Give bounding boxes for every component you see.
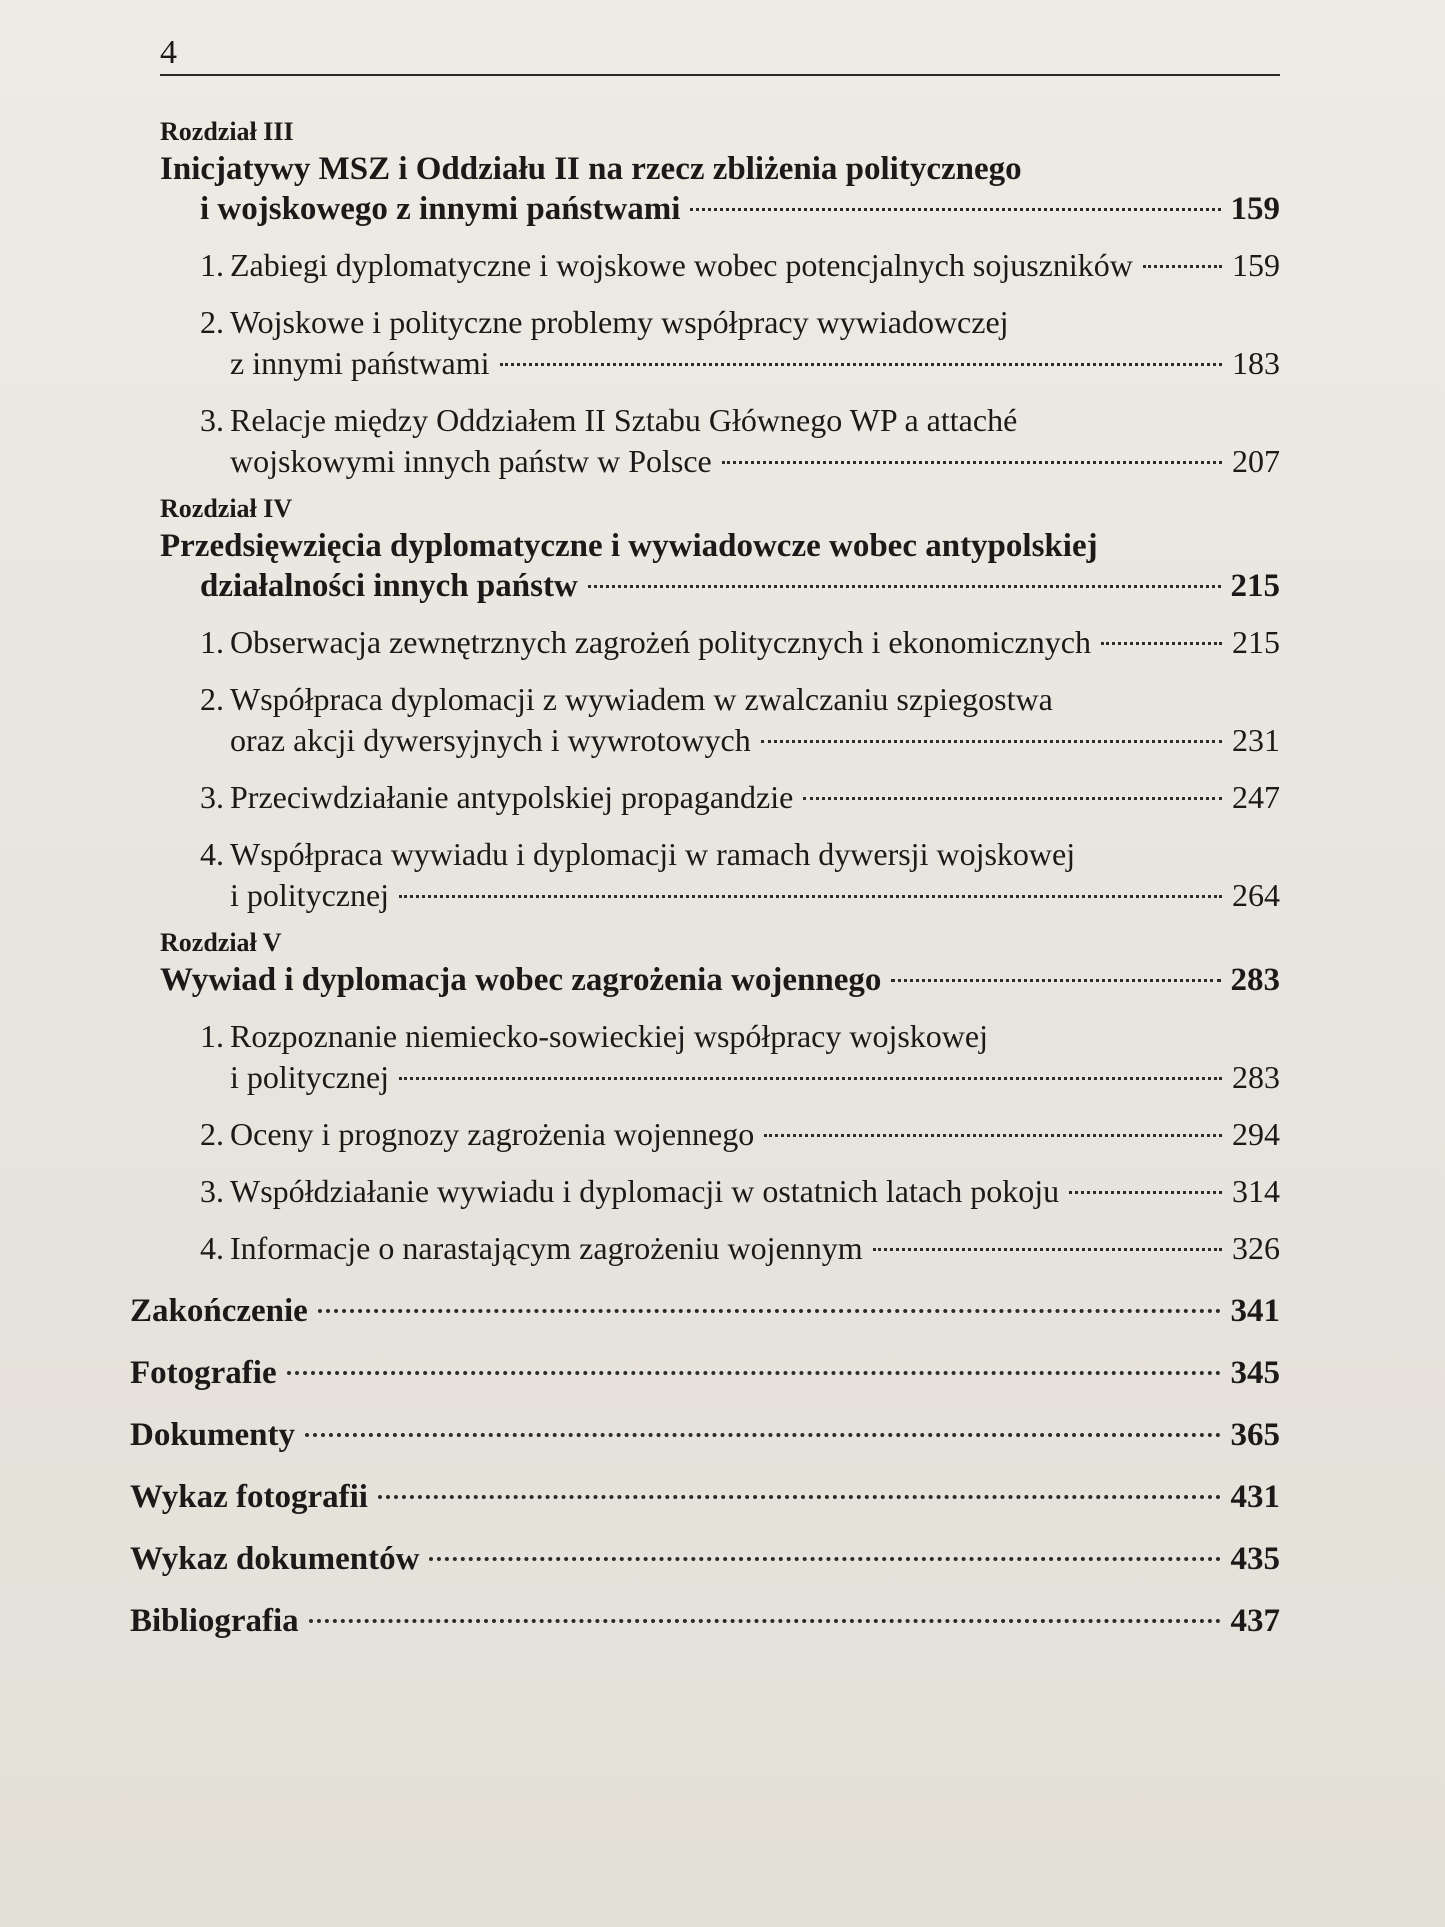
section-entry bbox=[130, 302, 1280, 384]
end-matter-page-number: 431 bbox=[1230, 1479, 1280, 1515]
end-matter-page-number: 437 bbox=[1230, 1603, 1280, 1639]
toc-line bbox=[230, 720, 1280, 761]
section-entry bbox=[130, 400, 1280, 482]
end-matter-title: Zakończenie bbox=[130, 1293, 308, 1329]
dot-leader bbox=[1069, 1191, 1222, 1194]
chapter-title-line: Inicjatywy MSZ i Oddziału II na rzecz zbliżenia politycznego bbox=[160, 151, 1022, 187]
section-title-line: Obserwacja zewnętrznych zagrożeń politycznych i ekonomicznych bbox=[230, 624, 1091, 660]
section-number: 3. bbox=[200, 1173, 224, 1209]
toc-line bbox=[130, 1415, 1280, 1455]
dot-leader bbox=[873, 1248, 1222, 1251]
section-page-number: 207 bbox=[1232, 443, 1280, 479]
section-page-number: 159 bbox=[1232, 247, 1280, 283]
section-entry bbox=[130, 679, 1280, 761]
section-title-line: Rozpoznanie niemiecko-sowieckiej współpracy wojskowej bbox=[230, 1018, 988, 1054]
chapter-label: Rozdział IV bbox=[160, 494, 293, 523]
toc-line bbox=[130, 1539, 1280, 1579]
section-entry bbox=[130, 622, 1280, 663]
dot-leader bbox=[305, 1433, 1220, 1437]
section-page-number: 231 bbox=[1232, 722, 1280, 758]
chapter-label: Rozdział III bbox=[160, 117, 294, 146]
section-number: 4. bbox=[200, 836, 224, 872]
end-matter-entry bbox=[130, 1601, 1280, 1641]
chapter-page-number: 159 bbox=[1230, 191, 1280, 227]
toc-line bbox=[200, 566, 1280, 606]
section-title-line: Współpraca wywiadu i dyplomacji w ramach dywersji wojskowej bbox=[230, 836, 1076, 872]
toc-line bbox=[130, 1477, 1280, 1517]
chapter-title-line: działalności innych państw bbox=[200, 568, 578, 604]
section-page-number: 294 bbox=[1232, 1116, 1280, 1152]
end-matter-entry bbox=[130, 1539, 1280, 1579]
end-matter-title: Wykaz dokumentów bbox=[130, 1541, 420, 1577]
end-matter-title: Fotografie bbox=[130, 1355, 277, 1391]
section-entry bbox=[130, 834, 1280, 916]
end-matter-entry bbox=[130, 1291, 1280, 1331]
section-entry bbox=[130, 1114, 1280, 1155]
end-matter-entry bbox=[130, 1477, 1280, 1517]
toc-line bbox=[230, 777, 1280, 818]
toc-line bbox=[230, 875, 1280, 916]
section-number: 1. bbox=[200, 624, 224, 660]
section-page-number: 247 bbox=[1232, 779, 1280, 815]
running-header bbox=[160, 30, 1280, 80]
section-title-line: Wojskowe i polityczne problemy współpracy wywiadowczej bbox=[230, 304, 1009, 340]
section-number: 2. bbox=[200, 681, 224, 717]
end-matter-title: Dokumenty bbox=[130, 1417, 296, 1453]
dot-leader bbox=[287, 1371, 1221, 1375]
chapter-page-number: 215 bbox=[1230, 568, 1280, 604]
end-matter-entry bbox=[130, 1415, 1280, 1455]
section-title-line: Współdziałanie wywiadu i dyplomacji w ostatnich latach pokoju bbox=[230, 1173, 1060, 1209]
dot-leader bbox=[891, 979, 1220, 982]
end-matter-page-number: 341 bbox=[1230, 1293, 1280, 1329]
end-matter-page-number: 435 bbox=[1230, 1541, 1280, 1577]
end-matter-page-number: 345 bbox=[1230, 1355, 1280, 1391]
section-title-line: Przeciwdziałanie antypolskiej propagandzie bbox=[230, 779, 794, 815]
dot-leader bbox=[1143, 265, 1222, 268]
dot-leader bbox=[588, 585, 1221, 588]
toc-line bbox=[160, 960, 1280, 1000]
chapter-label: Rozdział V bbox=[160, 928, 282, 957]
toc-line bbox=[130, 1291, 1280, 1331]
dot-leader bbox=[803, 797, 1222, 800]
section-title-line: oraz akcji dywersyjnych i wywrotowych bbox=[230, 722, 751, 758]
toc-line bbox=[230, 441, 1280, 482]
dot-leader bbox=[399, 1077, 1222, 1080]
section-number: 2. bbox=[200, 304, 224, 340]
section-page-number: 314 bbox=[1232, 1173, 1280, 1209]
chapter-title-line: Przedsięwzięcia dyplomatyczne i wywiadowcze wobec antypolskiej bbox=[160, 528, 1098, 564]
toc-line bbox=[200, 189, 1280, 229]
toc-line bbox=[130, 1353, 1280, 1393]
dot-leader bbox=[764, 1134, 1222, 1137]
toc-line bbox=[230, 1114, 1280, 1155]
table-of-contents bbox=[130, 105, 1280, 1641]
header-rule bbox=[160, 74, 1280, 76]
section-title-line: Zabiegi dyplomatyczne i wojskowe wobec potencjalnych sojuszników bbox=[230, 247, 1133, 283]
chapter-title-continuation bbox=[160, 189, 1280, 229]
end-matter-entry bbox=[130, 1353, 1280, 1393]
section-page-number: 183 bbox=[1232, 345, 1280, 381]
section-number: 3. bbox=[200, 779, 224, 815]
section-entry bbox=[130, 1228, 1280, 1269]
end-matter-title: Bibliografia bbox=[130, 1603, 299, 1639]
section-entry bbox=[130, 1171, 1280, 1212]
chapter-title bbox=[130, 960, 1280, 1000]
section-number: 1. bbox=[200, 1018, 224, 1054]
section-number: 2. bbox=[200, 1116, 224, 1152]
dot-leader bbox=[500, 363, 1222, 366]
section-title-line: i politycznej bbox=[230, 1059, 390, 1095]
section-title-line: Informacje o narastającym zagrożeniu wojennym bbox=[230, 1230, 863, 1266]
section-title-line: z innymi państwami bbox=[230, 345, 490, 381]
section-title-line: i politycznej bbox=[230, 877, 390, 913]
toc-line bbox=[130, 1601, 1280, 1641]
dot-leader bbox=[378, 1495, 1221, 1499]
end-matter-page-number: 365 bbox=[1230, 1417, 1280, 1453]
dot-leader bbox=[1101, 642, 1222, 645]
chapter-title-line: Wywiad i dyplomacja wobec zagrożenia wojennego bbox=[160, 962, 882, 998]
chapter-title-line: i wojskowego z innymi państwami bbox=[200, 191, 681, 227]
section-number: 4. bbox=[200, 1230, 224, 1266]
dot-leader bbox=[318, 1309, 1221, 1313]
chapter-page-number: 283 bbox=[1230, 962, 1280, 998]
section-title-line: wojskowymi innych państw w Polsce bbox=[230, 443, 712, 479]
dot-leader bbox=[690, 208, 1220, 211]
chapter-title bbox=[130, 149, 1280, 229]
page-number: 4 bbox=[160, 34, 177, 71]
section-title-line: Współpraca dyplomacji z wywiadem w zwalczaniu szpiegostwa bbox=[230, 681, 1053, 717]
chapter-title-continuation bbox=[160, 566, 1280, 606]
toc-line bbox=[230, 1057, 1280, 1098]
toc-line bbox=[230, 343, 1280, 384]
chapter-title bbox=[130, 526, 1280, 606]
toc-line bbox=[230, 1171, 1280, 1212]
toc-line bbox=[230, 1228, 1280, 1269]
section-page-number: 326 bbox=[1232, 1230, 1280, 1266]
dot-leader bbox=[722, 461, 1222, 464]
section-number: 3. bbox=[200, 402, 224, 438]
section-entry bbox=[130, 245, 1280, 286]
section-entry bbox=[130, 777, 1280, 818]
section-page-number: 215 bbox=[1232, 624, 1280, 660]
dot-leader bbox=[309, 1619, 1221, 1623]
section-page-number: 264 bbox=[1232, 877, 1280, 913]
section-title-line: Relacje między Oddziałem II Sztabu Głównego WP a attaché bbox=[230, 402, 1018, 438]
section-page-number: 283 bbox=[1232, 1059, 1280, 1095]
dot-leader bbox=[399, 895, 1222, 898]
toc-line bbox=[230, 622, 1280, 663]
section-title-line: Oceny i prognozy zagrożenia wojennego bbox=[230, 1116, 755, 1152]
section-number: 1. bbox=[200, 247, 224, 283]
section-entry bbox=[130, 1016, 1280, 1098]
dot-leader bbox=[429, 1557, 1220, 1561]
end-matter-title: Wykaz fotografii bbox=[130, 1479, 368, 1515]
dot-leader bbox=[761, 740, 1222, 743]
toc-line bbox=[230, 245, 1280, 286]
